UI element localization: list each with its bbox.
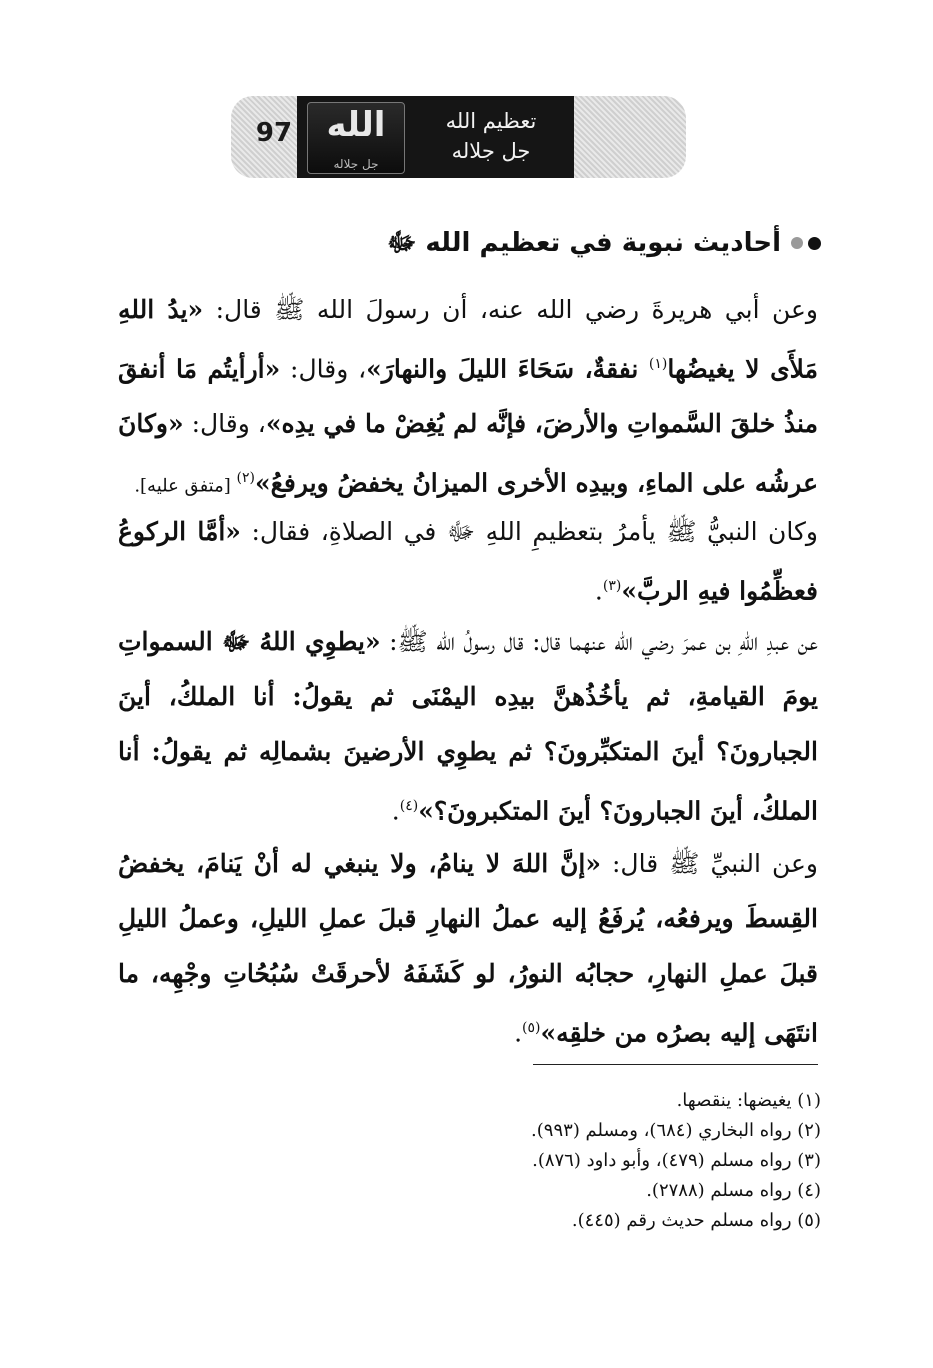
footnote-ref-5: (٥) — [522, 1020, 541, 1036]
footnote-2: (٢) رواه البخاري (٦٨٤)، ومسلم (٩٩٣). — [531, 1120, 821, 1141]
p3-quote: «يطوِي اللهُ ﷻ السمواتِ يومَ القيامةِ، ثم يأخُذُهنَّ بيدِه اليمْنَى ثم يقولُ: أنا الملكُ، أينَ الجبارونَ؟ أينَ المتكبِّرونَ؟ ثم يطوِي الأرضينَ بشمالِه ثم يقولُ: أنا الملكُ، أينَ الجبارونَ؟ أينَ المتكبرونَ؟» — [118, 627, 818, 826]
p3-intro: عن عبدِ اللهِ بن عمرَ رضي الله عنهما قال: قال رسولُ الله ﷺ: — [380, 627, 818, 656]
footnote-divider — [533, 1064, 818, 1065]
hadith-paragraph-2 — [118, 504, 818, 618]
hadith-paragraph-4 — [118, 836, 818, 1060]
footnote-5: (٥) رواه مسلم حديث رقم (٤٤٥). — [571, 1210, 821, 1231]
footnote-ref-4: (٤) — [399, 798, 419, 814]
hadith-paragraph-3 — [118, 614, 818, 838]
p4-intro: وعن النبيِّ ﷺ قال: — [600, 849, 818, 878]
footnotes — [361, 1086, 821, 1236]
p1-quote1: «يدُ اللهِ مَلأَى لا يغيضُها — [118, 295, 818, 384]
p1-source: [متفق عليه]. — [134, 475, 237, 497]
emblem-text: الله — [326, 105, 386, 145]
p2-quote: «أمَّا الركوعُ فعظِّمُوا فيهِ الربَّ» — [118, 517, 818, 606]
book-title-line2: جل جلاله — [451, 139, 531, 163]
bullet-dots-icon — [791, 237, 821, 250]
footnote-ref-1: (١) — [648, 356, 668, 372]
section-heading — [387, 222, 821, 264]
footnote-4: (٤) رواه مسلم (٢٧٨٨). — [646, 1180, 821, 1201]
p4-quote: «إنَّ اللهَ لا ينامُ، ولا ينبغي له أنْ يَنامَ، يخفضُ القِسطَ ويرفعُه، يُرفَعُ إليه عملُ النهارِ قبلَ عملِ الليلِ، وعملُ الليلِ قبلَ عملِ النهارِ، حجابُه النورُ، لو كَشَفَهُ لأحرقَتْ سُبُحُاتِ وجْهِه، ما انتَهَى إليه بصرُه من خلقِه» — [118, 849, 818, 1048]
calligraphy-emblem-icon — [307, 102, 405, 174]
p1-quote1b: نفقةٌ، سَحَاءَ الليلَ والنهارَ» — [366, 354, 649, 384]
p1-quote2: «أرأيتُم مَا أنفقَ منذُ خلقَ السَّمواتِ والأرضَ، فإنَّه لم يُغِضْ ما في يدِه» — [118, 354, 818, 439]
p1-quote3: «وكانَ عرشُه على الماءِ، وبيدِه الأخرى الميزانُ يخفضُ ويرفعُ» — [118, 409, 818, 498]
hadith-paragraph-1 — [118, 282, 818, 514]
footnote-ref-3: (٣) — [602, 578, 622, 594]
p3-end: . — [391, 796, 400, 826]
p1-mid2: ، وقال: — [183, 409, 266, 439]
p1-intro: وعن أبي هريرةَ رضي الله عنه، أن رسولَ الله ﷺ قال: — [203, 295, 818, 324]
book-title-line1: تعظيم الله — [445, 109, 537, 133]
section-heading-text: أحاديث نبوية في تعظيم الله ﷻ — [386, 228, 781, 258]
book-title — [411, 106, 571, 166]
page-number: 97 — [255, 118, 293, 148]
page-header-banner — [231, 96, 686, 178]
p1-mid1: ، وقال: — [280, 354, 367, 384]
footnote-3: (٣) رواه مسلم (٤٧٩)، وأبو داود (٨٧٦). — [532, 1150, 821, 1171]
p2-intro: وكان النبيُّ ﷺ يأمرُ بتعظيمِ اللهِ ﷻ في الصلاةِ، فقال: — [240, 517, 818, 546]
p2-end: . — [594, 576, 603, 606]
emblem-subtext: جل جلاله — [333, 157, 379, 171]
p4-end: . — [514, 1018, 523, 1048]
footnote-ref-2: (٢) — [236, 470, 255, 487]
footnote-1: (١) يغيضها: ينقصها. — [676, 1090, 821, 1111]
